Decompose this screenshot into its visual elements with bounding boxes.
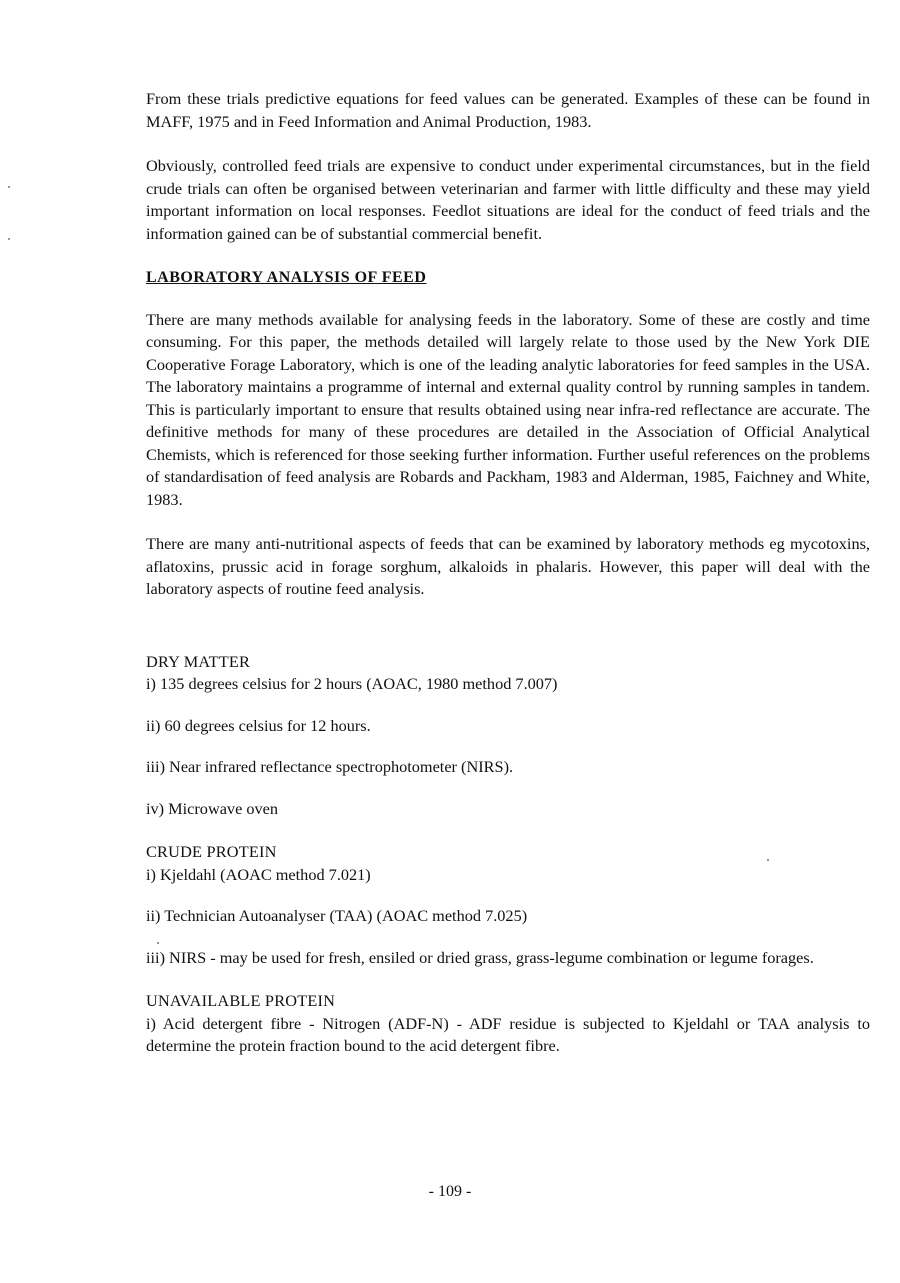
- scan-speck: [157, 942, 159, 944]
- crude-protein-item: ii) Technician Autoanalyser (TAA) (AOAC method 7.025): [146, 906, 528, 925]
- crude-protein-heading: CRUDE PROTEIN: [146, 842, 277, 861]
- scan-speck: [767, 859, 769, 861]
- dry-matter-heading: DRY MATTER: [146, 651, 251, 671]
- page-body: [146, 88, 870, 1077]
- dry-matter-item: iii) Near infrared reflectance spectrophotometer (NIRS).: [146, 757, 514, 776]
- scan-speck: [8, 186, 10, 188]
- intro-paragraph-2: Obviously, controlled feed trials are expensive to conduct under experimental circumstances, but in the field crude trials can often be organised between veterinarian and farmer with little difficulty and these may yield important information on local responses. Feedlot situations are ideal for the conduct of feed trials and the information gained can be of substantial commercial benefit.: [146, 156, 870, 243]
- unavailable-protein-item: i) Acid detergent fibre - Nitrogen (ADF-N) - ADF residue is subjected to Kjeldahl or TAA analysis to determine the protein fraction bound to the acid detergent fibre.: [146, 1013, 870, 1055]
- section-paragraph-1: There are many methods available for analysing feeds in the laboratory. Some of these are costly and time consuming. For this paper, the methods detailed will largely relate to those used by the New York DIE Cooperative Forage Laboratory, which is one of the leading analytic laboratories for feed samples in the USA. The laboratory maintains a programme of internal and external quality control by running samples in tandem. This is particularly important to ensure that results obtained using near infra-red reflectance are accurate. The definitive methods for many of these procedures are detailed in the Association of Official Analytical Chemists, which is referenced for those seeking further information. Further useful references on the problems of standardisation of feed analysis are Robards and Packham, 1983 and Alderman, 1985, Faichney and White, 1983.: [146, 309, 870, 509]
- intro-paragraph-1: From these trials predictive equations for feed values can be generated. Examples of these can be found in MAFF, 1975 and in Feed Information and Animal Production, 1983.: [146, 89, 870, 131]
- page-number: - 109 -: [428, 1183, 472, 1200]
- crude-protein-item: i) Kjeldahl (AOAC method 7.021): [146, 864, 371, 884]
- dry-matter-item: i) 135 degrees celsius for 2 hours (AOAC, 1980 method 7.007): [146, 674, 558, 693]
- scan-speck: [8, 238, 10, 240]
- crude-protein-item: iii) NIRS - may be used for fresh, ensiled or dried grass, grass-legume combination or legume forages.: [146, 947, 814, 967]
- dry-matter-item: iv) Microwave oven: [146, 798, 279, 818]
- dry-matter-item: ii) 60 degrees celsius for 12 hours.: [146, 715, 371, 735]
- spacer: [146, 623, 870, 651]
- unavailable-protein-heading: UNAVAILABLE PROTEIN: [146, 991, 336, 1010]
- section-heading: LABORATORY ANALYSIS OF FEED: [146, 269, 427, 286]
- section-paragraph-2: There are many anti-nutritional aspects of feeds that can be examined by laboratory methods eg mycotoxins, aflatoxins, prussic acid in forage sorghum, alkaloids in phalaris. However, this paper will deal with the laboratory aspects of routine feed analysis.: [146, 534, 870, 598]
